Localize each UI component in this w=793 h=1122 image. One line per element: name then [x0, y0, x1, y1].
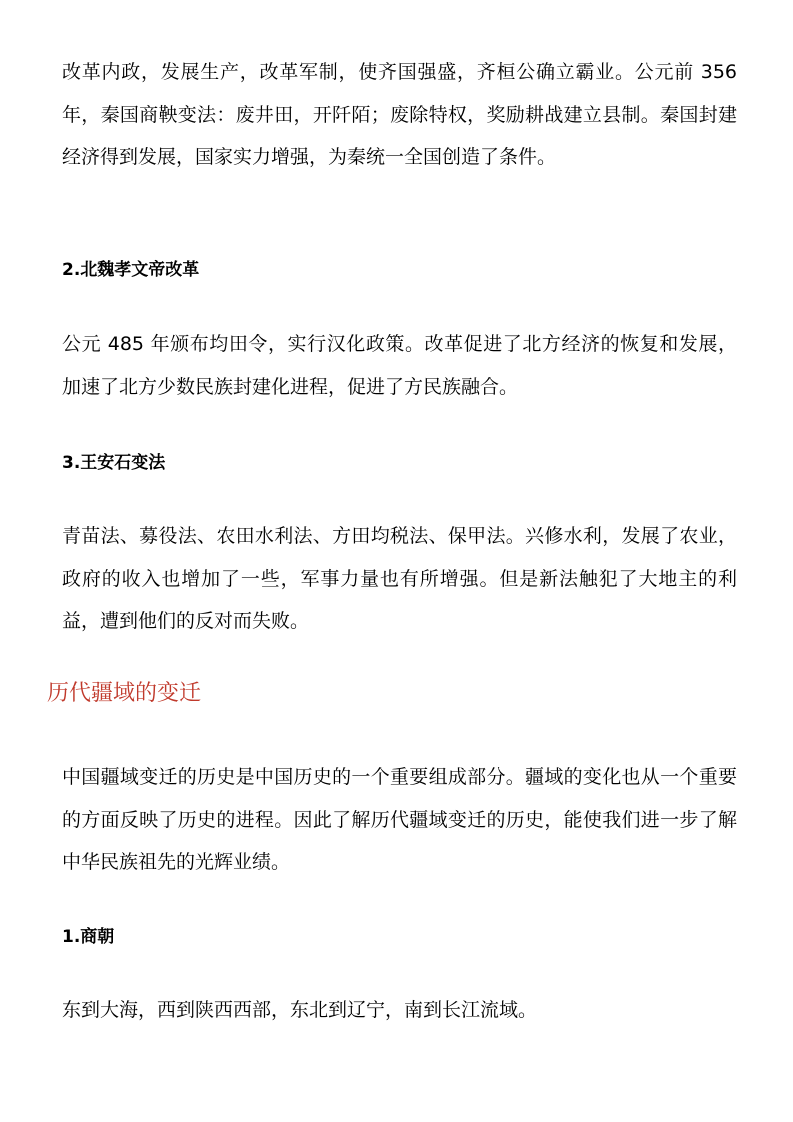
reform-intro-paragraph: 改革内政，发展生产，改革军制，使齐国强盛，齐桓公确立霸业。公元前 356 年，秦国商鞅变法：废井田，开阡陌；废除特权，奖励耕战建立县制。秦国封建经济得到发展，国家实力增强，为秦统一全国创造了条件。 — [62, 61, 737, 168]
shang-dynasty-heading: 1.商朝 — [62, 927, 115, 947]
reform-2-heading: 2.北魏孝文帝改革 — [62, 260, 200, 280]
reform-3-heading: 3.王安石变法 — [62, 453, 166, 473]
reform-2-paragraph: 公元 485 年颁布均田令，实行汉化政策。改革促进了北方经济的恢复和发展，加速了北方少数民族封建化进程，促进了方民族融合。 — [62, 333, 737, 398]
shang-dynasty-paragraph: 东到大海，西到陕西西部，东北到辽宁，南到长江流域。 — [62, 999, 538, 1021]
reform-3-paragraph: 青苗法、募役法、农田水利法、方田均税法、保甲法。兴修水利，发展了农业，政府的收入也增加了一些，军事力量也有所增强。但是新法触犯了大地主的利益，遭到他们的反对而失败。 — [62, 525, 737, 632]
territory-intro-paragraph: 中国疆域变迁的历史是中国历史的一个重要组成部分。疆域的变化也从一个重要的方面反映了历史的进程。因此了解历代疆域变迁的历史，能使我们进一步了解中华民族祖先的光辉业绩。 — [62, 766, 737, 873]
territory-section-title: 历代疆域的变迁 — [47, 681, 202, 706]
